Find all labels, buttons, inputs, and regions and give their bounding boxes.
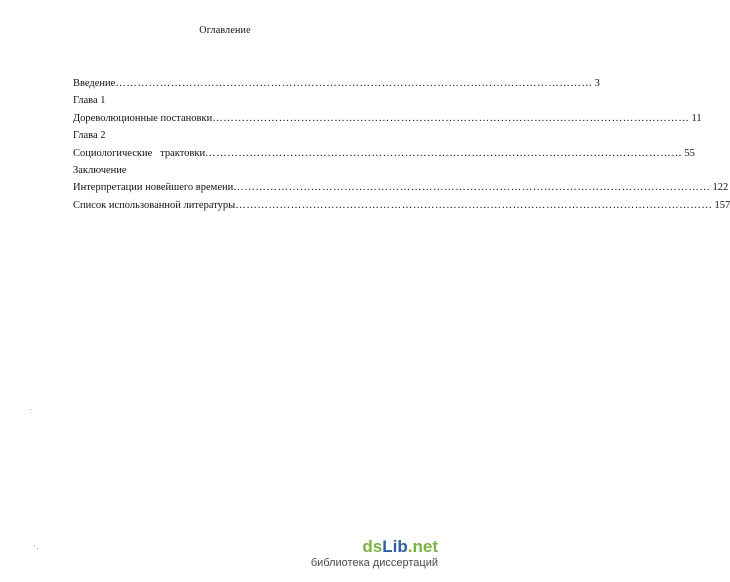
toc-entry-page: 157 <box>714 199 730 211</box>
dslib-watermark <box>311 538 438 570</box>
toc-heading-chapter-1: Глава 1 <box>73 95 106 107</box>
toc-entry-conclusion[interactable] <box>73 179 729 196</box>
toc-entry-title: Интерпретации новейшего времени <box>73 182 234 194</box>
toc-leader-dots: ………………………………………………………………………………………………………………… <box>115 78 593 89</box>
toc-entry-page: 122 <box>712 182 729 194</box>
toc-entry-title: Введение <box>73 78 116 89</box>
scan-speck <box>30 409 31 410</box>
toc-entry-chapter-2[interactable] <box>73 145 695 162</box>
toc-heading-chapter-2: Глава 2 <box>73 130 106 142</box>
toc-entry-page: 3 <box>594 78 600 89</box>
toc-entry-page: 55 <box>684 147 695 159</box>
table-of-contents <box>73 75 730 214</box>
page-title: Оглавление <box>199 25 251 36</box>
toc-leader-dots: ………………………………………………………………………………………………………………… <box>205 147 683 159</box>
watermark-subtitle: библиотека диссертаций <box>310 557 438 569</box>
toc-entry-introduction[interactable] <box>73 75 600 92</box>
toc-entry-page: 11 <box>691 112 702 124</box>
toc-leader-dots: ………………………………………………………………………………………………………………… <box>233 182 711 194</box>
scan-speck <box>37 548 38 549</box>
toc-entry-title: Дореволюционные постановки <box>73 112 213 124</box>
toc-heading-conclusion: Заключение <box>73 164 127 176</box>
toc-entry-bibliography[interactable] <box>73 197 730 214</box>
toc-entry-title: Социологические трактовки <box>73 147 206 159</box>
toc-entry-chapter-1[interactable] <box>73 110 702 127</box>
toc-entry-title: Список использованной литературы <box>73 199 236 211</box>
toc-leader-dots: ………………………………………………………………………………………………………………… <box>235 199 713 211</box>
toc-leader-dots: ………………………………………………………………………………………………………………… <box>212 112 690 124</box>
scan-speck <box>34 545 35 546</box>
dslib-logo: ds Lib .net <box>362 537 438 556</box>
